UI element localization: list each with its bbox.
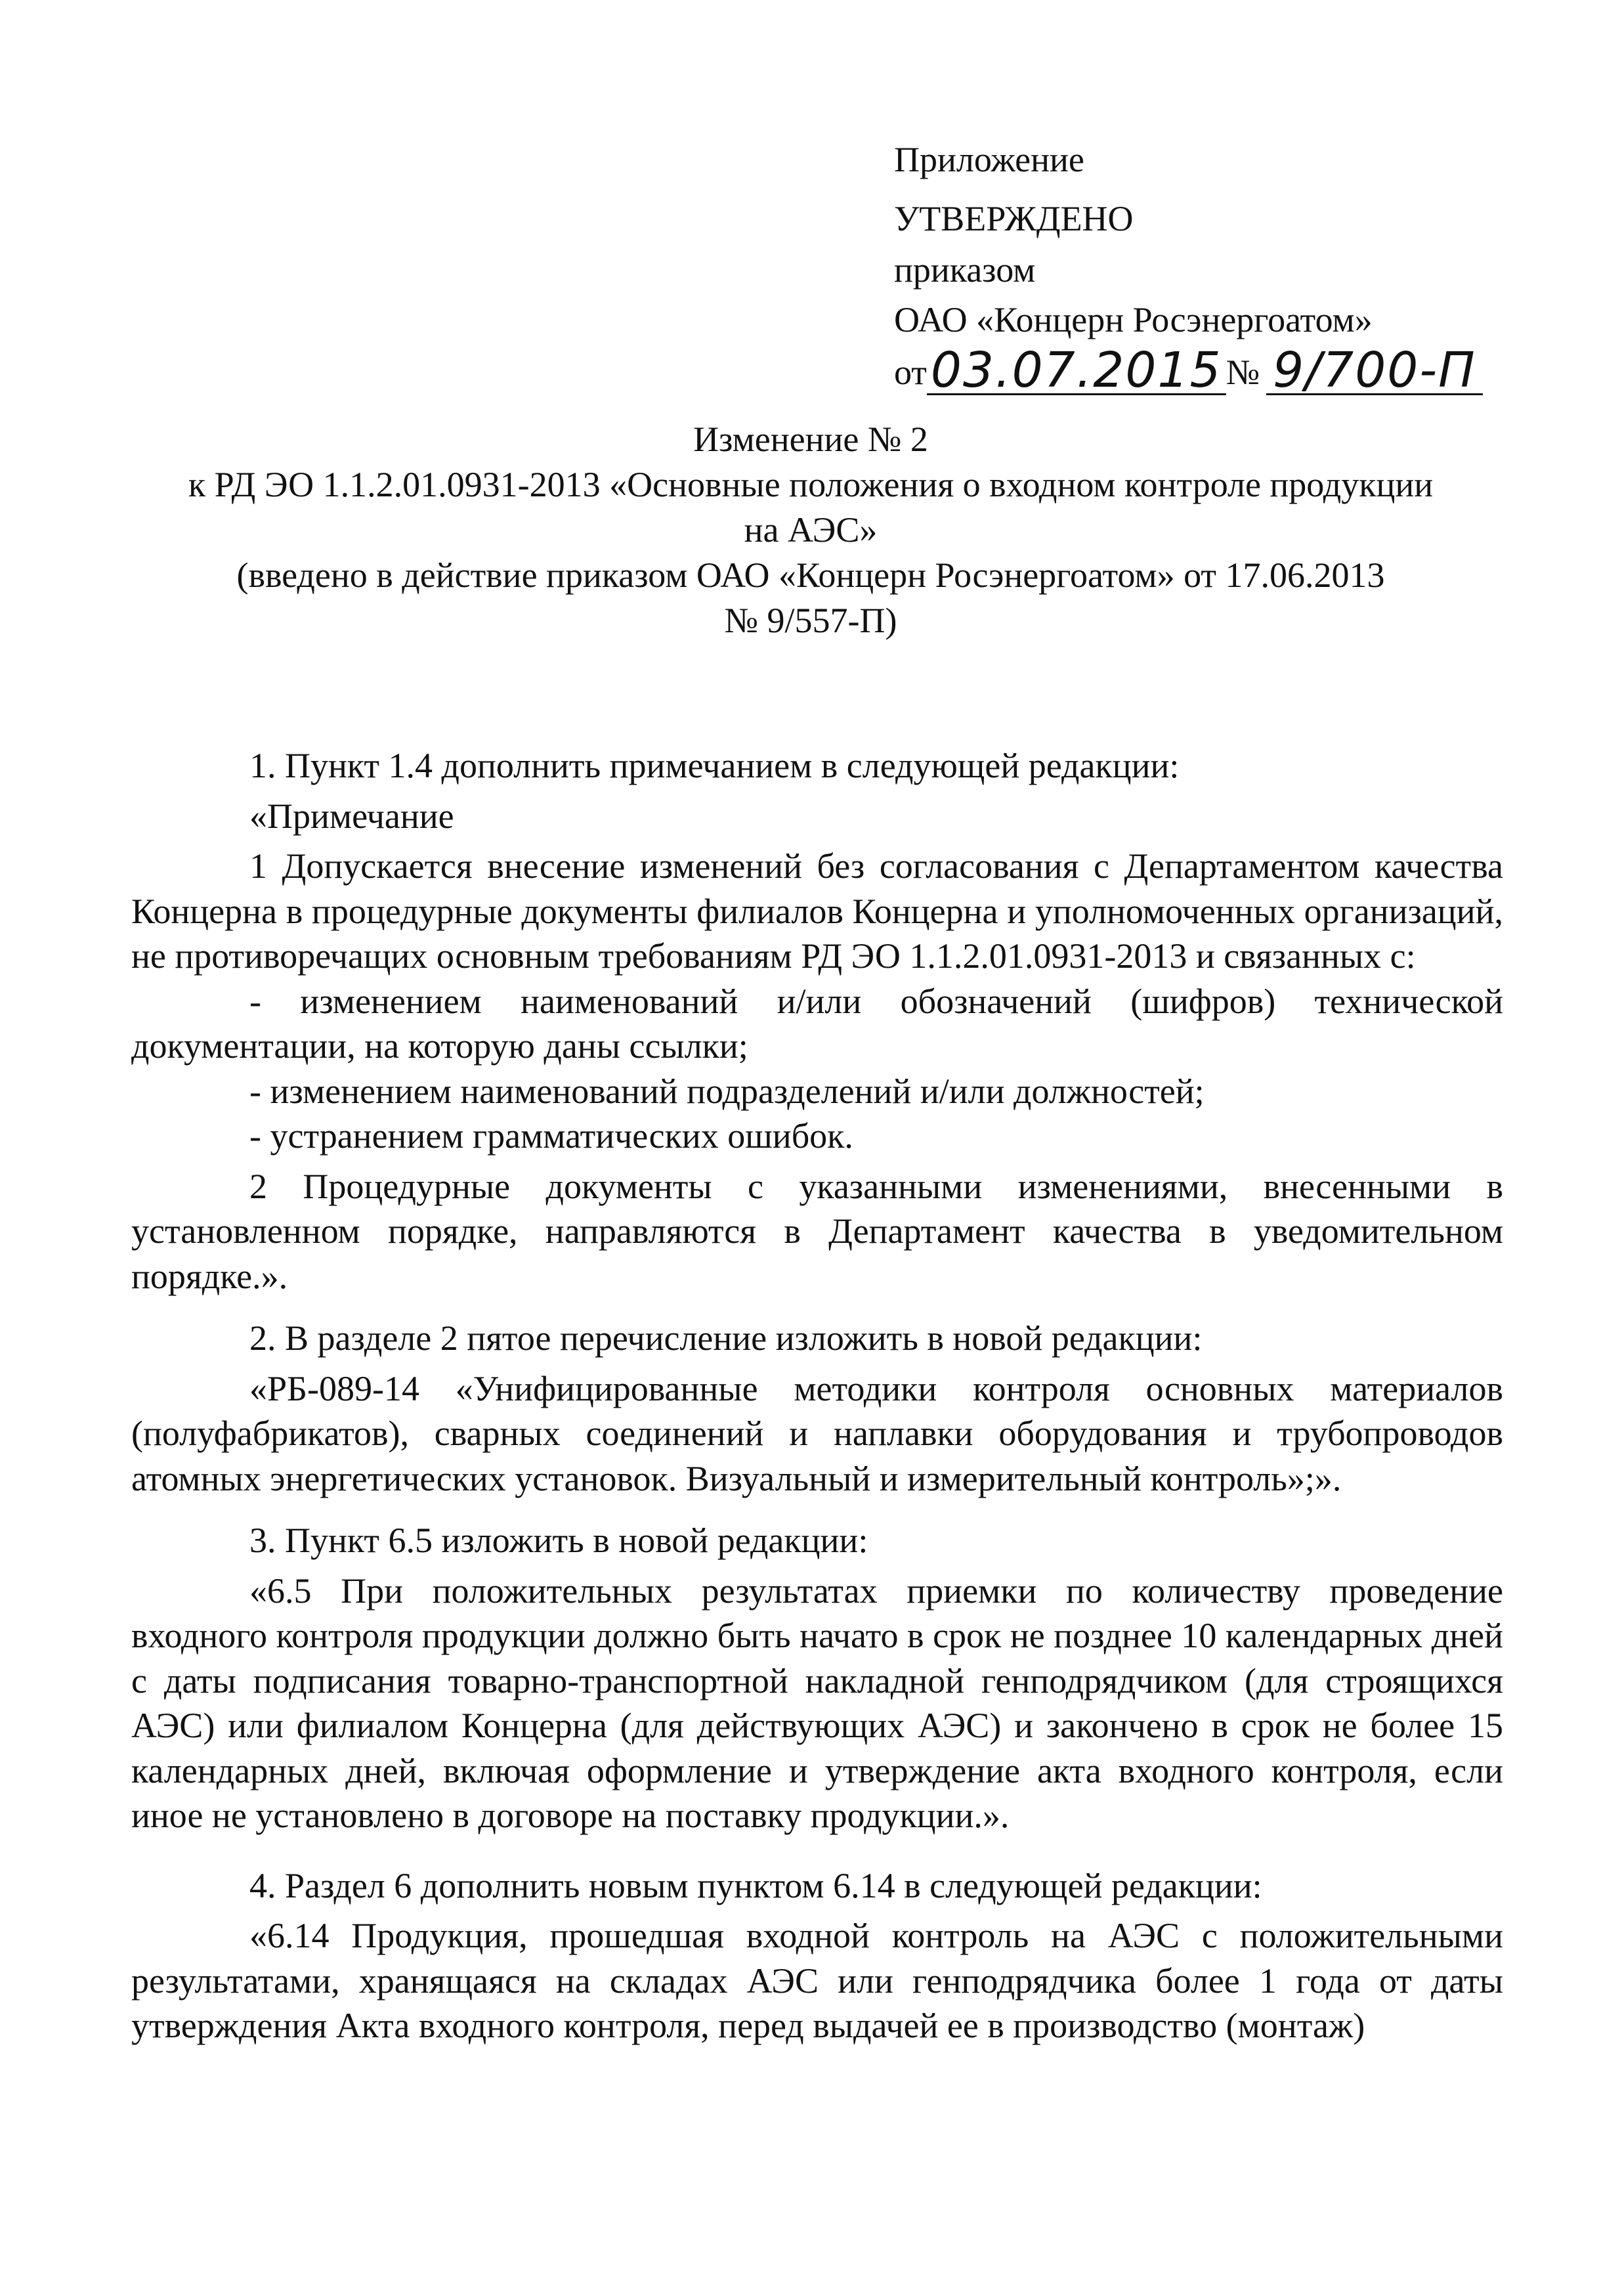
item-1-dash-1: - изменением наименований и/или обозначений (шифров) технической документации, на которую даны ссылки; <box>131 981 1503 1066</box>
from-prefix: от <box>894 353 927 392</box>
organization-name: ОАО «Концерн Росэнергоатом» <box>894 300 1373 339</box>
item-2-text: «РБ-089-14 «Унифицированные методики контроля основных материалов (полуфабрикатов), сварных соединений и наплавки оборудования и трубопроводов атомных энергетических установок. Визуальный и измерительный контроль»;». <box>131 1368 1503 1498</box>
heading-line-2: на АЭС» <box>744 510 878 550</box>
document-heading <box>105 417 1516 643</box>
item-4-text: «6.14 Продукция, прошедшая входной контроль на АЭС с положительными результатами, хранящаяся на складах АЭС или генподрядчика более 1 года от даты утверждения Акта входного контроля, перед выдачей ее в производство (монтаж) <box>131 1916 1503 2045</box>
item-1-dash-2: - изменением наименований подразделений и/или должностей; <box>249 1071 1205 1111</box>
item-1-note-1: 1 Допускается внесение изменений без согласования с Департаментом качества Концерна в процедурные документы филиалов Концерна и уполномоченных организаций, не противоречащих основным требованиям РД ЭО 1.1.2.01.0931-2013 и связанных с: <box>131 846 1503 976</box>
item-1-note-2: 2 Процедурные документы с указанными изменениями, внесенными в установленном порядке, направляются в Департамент качества в уведомительном порядке.». <box>131 1166 1503 1296</box>
item-1-title: 1. Пункт 1.4 дополнить примечанием в следующей редакции: <box>249 746 1180 785</box>
approved-label: УТВЕРЖДЕНО <box>894 199 1134 238</box>
handwritten-date: 03.07.2015 <box>927 347 1226 395</box>
heading-line-4: № 9/557-П) <box>724 601 897 640</box>
handwritten-order-number: 9/700-П <box>1266 347 1483 395</box>
item-3-title: 3. Пункт 6.5 изложить в новой редакции: <box>249 1521 868 1560</box>
document-body <box>131 743 1503 2048</box>
item-2-title: 2. В разделе 2 пятое перечисление изложить в новой редакции: <box>249 1318 1203 1358</box>
by-order-label: приказом <box>894 250 1036 290</box>
approval-block <box>894 135 1590 404</box>
order-date-number-line <box>894 342 1590 404</box>
appendix-label: Приложение <box>894 140 1084 179</box>
change-title: Изменение № 2 <box>693 420 928 459</box>
number-prefix: № <box>1226 353 1260 392</box>
item-3-text: «6.5 При положительных результатах приемки по количеству проведение входного контроля продукции должно быть начато в срок не позднее 10 календарных дней с даты подписания товарно-транспортной накладной генподрядчиком (для строящихся АЭС) или филиалом Концерна (для действующих АЭС) и закончено в срок не более 15 календарных дней, включая оформление и утверждение акта входного контроля, если иное не установлено в договоре на поставку продукции.». <box>131 1570 1503 1835</box>
heading-line-1: к РД ЭО 1.1.2.01.0931-2013 «Основные положения о входном контроле продукции <box>188 465 1434 504</box>
heading-line-3: (введено в действие приказом ОАО «Концерн Росэнергоатом» от 17.06.2013 <box>236 555 1385 595</box>
item-1-dash-3: - устранением грамматических ошибок. <box>249 1116 853 1156</box>
item-4-title: 4. Раздел 6 дополнить новым пунктом 6.14 в следующей редакции: <box>249 1865 1262 1905</box>
item-1-note-label: «Примечание <box>249 796 454 836</box>
